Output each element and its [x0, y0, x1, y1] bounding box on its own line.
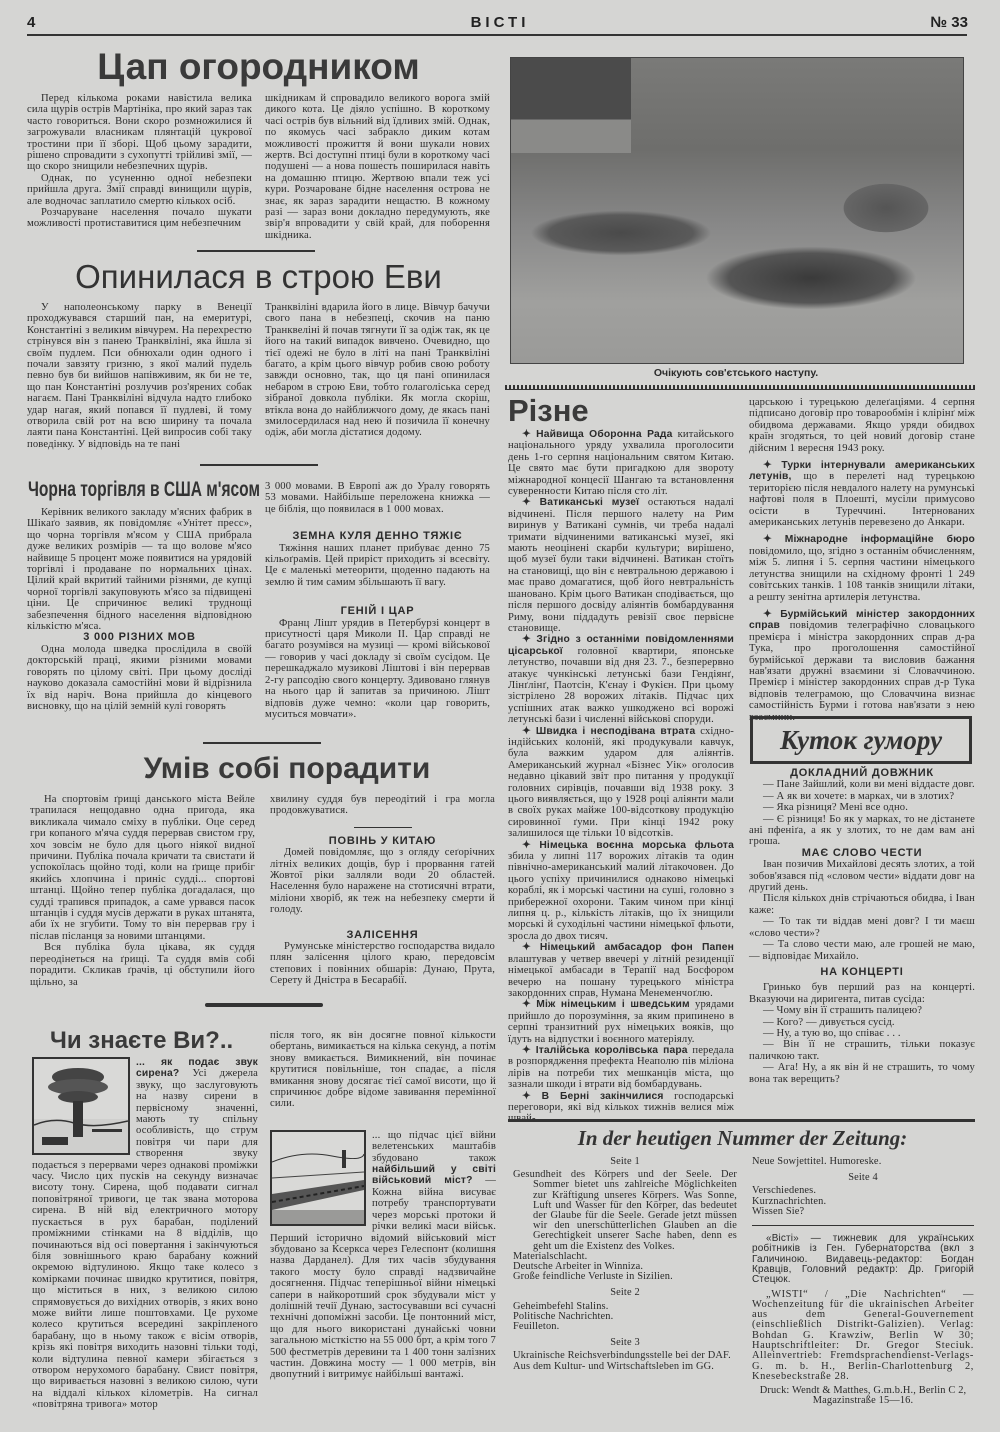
imprint: [752, 1234, 974, 1407]
humor-title: НА КОНЦЕРТІ: [820, 965, 904, 978]
news-item-lead: Між німецьким і шведським: [536, 999, 690, 1011]
humor-corner-title: Куток гумору: [750, 716, 972, 764]
news-item-lead: Міжнародне інформаційне бюро: [784, 534, 975, 546]
news-item-text: урядами прийшло до порозуміння, за яким припинено в серпні транзитний рух німецьких вояків, що їдуть на відпустки і воєнного матеріялу.: [508, 999, 735, 1045]
news-item: ✦ Німецький амбасадор фон Папен влаштував у четвер ввечері у літній резиденції німецької амбасади в Терапії над Босфором вечерю на пошану турецького міністра закордонних справ, Нумана Менеменчоґлю.: [508, 942, 734, 999]
paragraph: 3 000 мовами. В Европі аж до Уралу говорять 53 мовами. Найбільше переложена книжка — це біблія, що появилася в 1 000 мовах.: [265, 481, 490, 515]
news-item-lead: В Берні закінчилися: [541, 1090, 664, 1102]
seite-label: Seite 4: [848, 1172, 878, 1184]
seite-label: Seite 3: [610, 1337, 640, 1349]
subheading-earth: ЗЕМНА КУЛЯ ДЕННО ТЯЖІЄ: [292, 530, 463, 543]
paragraph: Керівник великого закладу м'ясних фабрик в Шікаґо заявив, як повідомляє «Унітет пресс», що чорна торгівля м'ясом у США прибрала дуже великих розмірів — та що волове м'ясо найвище 5 процент може появитися на урядовій торгівлі і продаване по нормальних цінах. Цілий край вкритий тайними різнями, де купці чорної торгівлі закуповують м'ясо за підвищені ціни. Це спричинює великі труднощі забезпечення бідного населення відповідною кількістю м'яса.: [27, 507, 252, 633]
bridge-icon: [272, 1132, 364, 1224]
misc-col2: [749, 397, 975, 723]
news-item-lead: Німецький амбасадор фон Папен: [539, 942, 734, 954]
newspaper-title: ВІСТІ: [470, 14, 530, 31]
contents-item: Kurznachrichten.: [752, 1195, 827, 1207]
humor-line: — Ну, а тую во, що співає . . .: [763, 1027, 901, 1039]
news-item-lead: Ватиканські музеї: [539, 497, 640, 509]
paragraph: Румунське міністерство господарства видало плян залісення цілого краю, передовсім степових і повінних обшарів: Дунаю, Прута, Серету й Дністра в Бесарабії.: [270, 941, 495, 987]
headline-goat: Цап огородником: [97, 46, 420, 87]
paragraph: Однак, по усуненню одної небезпеки прийшла друга. Змії справді винищили щурів, але водночас заплатило смертю кількох осіб.: [27, 172, 252, 207]
headline-meat: Чорна торгівля в США м'ясом: [28, 478, 260, 501]
article-eve-col1: [27, 302, 252, 450]
divider: [197, 250, 315, 252]
contents-item: Feuilleton.: [513, 1321, 560, 1333]
humor-line: — Яка різниця? Мені все одно.: [763, 802, 909, 814]
siren-icon: [34, 1059, 128, 1153]
news-item-text: передала в розпорядження префекта Неаполю пів міліона лірів на потреби тих мешканців міста, що зазнали шкоди і втрати від бомбардувань.: [508, 1044, 734, 1091]
did-you-know-col1: [32, 1057, 258, 1411]
section-rule: [508, 1119, 975, 1122]
wavy-divider: [505, 385, 975, 390]
article-eve-col2: [265, 302, 490, 439]
paragraph: Перед кількома роками навістила велика сила щурів острів Мартініка, про який зараз так часто говориться. Вони скоро розмножилися й загрожували власникам плянтацій цукрової тростини при її зборі. Щоб цьому зарадити, рішено спровадити з сухопутті трійливі змії, — що скоро знищили небезпечних щурів.: [27, 93, 252, 173]
siren-illustration: [32, 1057, 130, 1155]
contents-item: Politische Nachrichten.: [513, 1310, 614, 1322]
news-item: ✦ В Берні закінчилися господарські переговори, які від кількох тижнів велися між: [508, 1091, 734, 1125]
subheading-languages: 3 000 РІЗНИХ МОВ: [83, 631, 196, 644]
article-goat-col2: [265, 93, 490, 241]
issue-number: № 33: [930, 14, 968, 31]
bridge-illustration: [270, 1130, 366, 1226]
subheading-genius: ГЕНІЙ І ЦАР: [340, 605, 415, 618]
news-item-lead: Найвища Оборонна Рада: [536, 429, 673, 440]
divider: [205, 1003, 323, 1007]
contents-item: Neue Sowjettitel. Humoreske.: [752, 1156, 882, 1167]
news-item: ✦ Німецька воєнна морська фльота збила у липні 117 ворожих літаків та один північно-американський малий літакочовен. До цього успіху причинилися однаково німецькі кораблі, як і морські частини на суші, головно з прибережної охорони. Таким чином при кінці липня ц. р., кількість літаків, що їх знищили морські й суходільні частини німецької фльоти, зросла до двох тисяч.: [508, 839, 734, 942]
news-item-lead: Італійська королівська пара: [535, 1044, 688, 1056]
news-item-continuation: царською і турецькою делеґаціями. 4 серпня підписано договір про товарообмін і клірінґ між обидвома державами. Якщо уряди обидвох країн згодяться, то цей новий договір стане дійсним 1 вересня 1943 року.: [749, 397, 975, 454]
paragraph: На спортовім ґрищі данського міста Вейле трапилася нещодавно одна пригода, яка викликала чимало сміху в публіки. Оце серед гри копаного м'яча суддя перервав свистом гру, хоч зовсім не було для цього ніякої видної причини. Публіка почала кричати та свистати й успокоїлась щойно тоді, коли на ґрище прибіг якийсь хлопчина і приніс судді... спортові штанці. Щойно тепер публіка догадалася, що судді трапився припадок, а саме урвався пасок штанців і суддя мусів держати в руках штанята, аби їх не згубити. Тому то він перервав гру і післав післанця за новими штанцями.: [30, 794, 255, 942]
contents-item: Gesundheit des Körpers und der Seele. Der Sommer bietet uns zahlreiche Möglichkeiten zur Kräftigung unseres Körpers. Was Sonne, Luft und Wasser für den Körper, das bedeutet der Glaube für die Seele. Gerade jetzt müssen wir den unerschütterlichen Glauben an die Gerechtigkeit unserer Sache haben, denn es geht um die Existenz des Volkes.: [513, 1169, 737, 1252]
paragraph: Усі джерела звуку, що заслуговують на назву сирени в первісному значенні, мають ту спільну особливість, що струм повітря чи пари для створення звуку подається з перервами через однакові проміжки часу. Число цих пусків на секунду визначає висоту тону. Сирена, щоб подавати сигнал поповітряної тривоги, це так звана моторова сирена. В ній від електричного мотору пускається в рух барабан, поділений проміжними стінками на 8 відділів, що починаються від осі повертання і закінчуються біля зовнішнього краю барабану кожний окремою відтулиною. Якщо таке колесо з комірками починає швидко крутитися, повітря, що міститься в них, з великою силою спрямовується до вихідних отворів, з яких воно може вийти лише поштовхами. Це рухоме колесо крутиться всередині закріпленого барабану, що в ньому також є вісім отворів, крізь які повітря виходить назовні тільки тоді, коли відтулина певної камери збігається з отвором нерухомого барабану. Свист повітря, що виривається назовні з великою силою, чути на віддалі кількох кілометрів. На сигнал «повітряна тривога» мотор: [32, 1068, 258, 1411]
paragraph: після того, як він досягне повної кількости обертань, вимикається на кілька секунд, а потім знову вмикається. Вимикнений, він починає крутитися повільніше, тон спадає, а після вмикання знову досягає тієї самої висоти, що й спричинює добре відоме завивання перемінної сили.: [270, 1030, 496, 1110]
humor-line: — То так ти віддав мені довг? І ти маєш «слово чести»?: [749, 916, 975, 939]
contents-item: Verschiedenes.: [752, 1185, 817, 1197]
news-item: ✦ Найвища Оборонна Рада китайського національного уряду ухвалила проголосити день 1-го серпня національним святом Китаю. Це свято має бути пригадкою для звороту міжнародної концесії Шангаю та встановлення суверенности Китаю після сто літ.: [508, 429, 734, 498]
news-item-text: збила у липні 117 ворожих літаків та один північно-американський малий літакочовен. До цього успіху причинилися однаково німецькі кораблі, як і морські частини на суші, головно з прибережної охорони. Таким чином при кінці липня ц. р., кількість літаків, що їх знищили морські й суходільні частини німецької фльоти, зросла до двох тисяч.: [508, 851, 734, 942]
article-referee-col2: [270, 794, 495, 987]
seite-label: Seite 1: [610, 1156, 640, 1167]
humor-line: Після кількох днів стрічаються обидва, і Іван каже:: [749, 893, 975, 916]
divider: [354, 827, 412, 828]
humor-line: — А як ви хочете: в марках, чи в злотих?: [763, 790, 955, 802]
humor-line: Іван позичив Михайлові десять злотих, а той зобов'язався під «словом чести» віддати довг на другий день.: [749, 859, 975, 894]
contents-item: Geheimbefehl Stalins.: [513, 1300, 609, 1312]
german-contents-col2: [752, 1157, 974, 1411]
misc-col1: [508, 429, 734, 1125]
headline-did-you-know: Чи знаєте Ви?..: [50, 1027, 234, 1054]
paragraph: хвилину суддя був переодітий і гра могла продовжуватися.: [270, 794, 495, 817]
contents-item: Materialschlacht.: [513, 1250, 588, 1262]
imprint-german: „WISTI“ / „Die Nachrichten“ — Wochenzeitung für die ukrainischen Arbeiter aus dem General-Gouvernement (einschließlich Distrikt-Galizien). Verlag: Bohdan G. Krawziw, Berlin W 30; Hauptschriftleiter: Dr. Gregor Steciuk. Alleinvertrieb: Fremdsprachendienst-Verlags-G. m. b. H., Berlin-Charlottenburg 2, Knesebeckstraße 28.: [752, 1288, 974, 1382]
did-you-know-col2: [270, 1030, 496, 1381]
humor-content: [749, 768, 975, 1085]
paragraph: Транквіліні вдарила його в лице. Вівчур бачучи свого пана в небезпеці, скочив на паню Транквеліні й почав тягнути її за одіж так, як це його на такий випадок вивчено. Очевидно, що тієї одежі не було в літі на пані Транквіліні багато, а крім цього вівчур робив свою роботу завжди основно, так, що ця пані опинилася небаром в строю Еви, тобто голаголіська серед зібраної довкола публіки. Як могла скоріш, втікла вона до найближчого дому, де якась пані змилосердилася над нею й позичила її конечну одіж, аби могла дістатися додому.: [265, 302, 490, 439]
article-referee-col1: [30, 794, 255, 988]
paragraph: Домей повідомляє, що з огляду сеґорічних літніх великих дощів, бур і прорвання гатей Жовтої ріки залляли води 20 областей. Населення було наражене на стотисячні втрати, міліони хворіб, як теж на небезпеку смерти й голоду.: [270, 847, 495, 916]
humor-line: — Пане Зайшлий, коли ви мені віддасте довг.: [763, 779, 975, 791]
news-item: ✦ Швидка і несподівана втрата східно-індійських колоній, які продукували кавчук, була важким ударом для аліянтів. Американський журнал «Бізнес Уік» оголосив недавно цікавий звіт про питання у продукції головних сирівців, почавши від 1938 року. З цього виявляється, що у 1928 році аліянти мали в своїх руках майже 100-відсоткову продукцію сировинної ґуми. При кінці 1942 року залишилося ще тільки 10 відсотків.: [508, 725, 734, 840]
german-contents-col1: [513, 1157, 737, 1372]
news-item-lead: Німецька воєнна морська фльота: [539, 839, 734, 851]
article-meat-col1: [27, 507, 252, 712]
article-meat-col2: [265, 481, 490, 720]
news-item: ✦ Між німецьким і шведським урядами прийшло до порозуміння, за яким припинено в серпні транзитний рух німецьких вояків, що їдуть на відпустки і воєнного матеріялу.: [508, 999, 735, 1045]
imprint-druck: Druck: Wendt & Matthes, G.m.b.H., Berlin C 2, Magazinstraße 15—16.: [759, 1385, 967, 1407]
news-item-lead: Турки інтернували американських летунів,: [749, 460, 975, 483]
paragraph: — Кожна війна висуває потребу транспортувати через морські протоки й річки великі маси військ. Перший історично відомий військовий міст збудовано за Ксеркса через Гелеспонт (колишня назва Дарданел). Для тих часів збудування такого мосту було справді надзвичайне досягнення. Підчас теперішньої війни німецькі сапери в найкоротший срок збудували міст у долішній течії Дунаю, застосувавши всі сучасні технічні допоміжні засоби. Це понтонний міст, що для нього використані дунайські човни загальною місткістю на 55 000 брт, а крім того 7 500 фестметрів деревини та 1 400 тонн залізних частин. Довжина мосту — 1 000 метрів, він двопутний і витримує найбільші вантажі.: [270, 1175, 496, 1381]
photo-house: [511, 58, 631, 153]
paragraph: шкідникам й спровадило великого ворога змій дикого кота. Це діяло успішно. В короткому часі острів був вільний від їдливих змій. Однак, по якомусь часі забракло диким котам можливості прожиття й вони шукали нових жертв. Всі доступні птиці були в короткому часі подушені — а нова пошесть поширилася навіть на домашню птицю. Жертвою впали теж усі кури. Розчароване бідне населення острова не знає, як зараз зарадити нещастю. В кожному разі — зараз вони докладно передумують, яке звір'я впровадити у свій край, для поборення шкідника.: [265, 93, 490, 241]
divider: [203, 742, 321, 744]
humor-line: — Ага! Ну, а як він й не страшить, то чому вона так верещить?: [749, 1062, 975, 1085]
headline-eve: Опинилася в строю Еви: [75, 258, 442, 295]
paragraph: У наполеонському парку в Венеції проходжувався старший пан, на емеритурі, Константіні з великим вівчурем. На перехрестю стрінувся він з панею Транквіліні, яка йшла зі своїм пудлем. Пси обнюхали один одного і почали завзяту гризню, з якої малий пудель певно був би вийшов напівживим, як би не те, що пан Константіні розлучив роз'ярених собак нагаєм. Пані Транквіліні відчула надто глибоко удар нагая, який попався її пудлеві, й тому отворила свій рот на всю ширину та почала лаяти пана Константіні. Цей випросив собі таку поведінку. У відповідь на те пані: [27, 302, 252, 450]
siren-question: ... як подає звук сирена?: [136, 1057, 258, 1080]
humor-line: — Чому він її страшить палицею?: [763, 1005, 923, 1017]
humor-line: — Є різниця! Бо як у марках, то не дістанете ані пфеніґа, а як у злотих, то не дам вам ані гроша.: [749, 813, 975, 848]
humor-title: ДОКЛАДНИЙ ДОВЖНИК: [790, 767, 934, 779]
news-item-lead: Згідно з останніми повідомленнями цісарської: [508, 634, 734, 657]
contents-item: Deutsche Arbeiter in Winniza.: [513, 1261, 644, 1273]
headline-referee: Умів собі порадити: [143, 752, 431, 785]
news-item: ✦ Італійська королівська пара передала в розпорядження префекта Неаполю пів міліона лірів на потреби тих мешканців міста, що зазнали шкоди і втрати від бомбардувань.: [508, 1044, 734, 1091]
bridge-question: ... що підчас цієї війни велетенських маштабів збудовано також: [372, 1129, 496, 1164]
news-item-text: східно-індійських колоній, які продукували кавчук, була важким ударом для аліянтів. Американський журнал «Бізнес Уік» оголосив недавно цікавий звіт про питання у продукції головних сирівців, почавши від 1938 року. З цього виявляється, що у 1928 році аліянти мали в своїх руках майже 100-відсоткову продукцію сировинної ґуми. При кінці 1942 року залишилося ще тільки 10 відсотків.: [508, 725, 734, 840]
paragraph: Вся публіка була цікава, як суддя переодінеться на ґрищі. Та суддя вмів собі порадити. Скликав ґрачів, ці обступили його щільно, за: [30, 942, 255, 988]
news-item-text: остаються надалі відчинені. Після першого налету на Рим виринув у Ватикані сумнів, чи треба надалі тримати відчиненими ватиканські музеї, які мають неоцінені скарби культури; вирішено, щоб музеї були таки відчинені. Ватикан стоїть на становищі, що він є невтральною державою і має право домагатися, щоб його невтральність шановано. Крім цього Ватикан сподівається, що після першого досвіду аліянтів бомбардування Риму, вони піддадуть ревізії своє первісне становище.: [508, 497, 735, 634]
paragraph: Одна молода шведка прослідила в своїй докторській праці, якими різними мовами говорять по цілому світі. При цьому досліді науково доказала самостійні мови й відрізнила їх від наріч. Вона прийшла до кінцевого висновку, що на цілій земній кулі говорять: [27, 643, 252, 712]
contents-item: Aus dem Kultur- und Wirtschaftsleben im GG.: [513, 1360, 714, 1372]
contents-item: Große feindliche Verluste in Sizilien.: [513, 1271, 673, 1283]
news-item-lead: Бурмійський міністер закордонних справ: [749, 608, 975, 632]
humor-line: — Кого? — дивується сусід.: [763, 1016, 895, 1028]
news-item-text: господарські переговори, які від кількох тижнів велися між: [508, 1090, 734, 1113]
seite-label: Seite 2: [610, 1287, 640, 1299]
news-item-text: головної квартири, японське летунство, почавши від дня 23. 7., безперервно атакує чункінські летунські бази Гендіянґ, Лінґлінґ, Паотсін, К'єнау і Фукієн. При цьому зістрілено 28 ворожих літаків. Підчас цих успішних атак важко ушкоджено всі ворожі летунські бази і численні військові споруди.: [508, 645, 734, 726]
news-item-text: повідомило, що, згідно з останнім обчисленням, між 5. липня і 5. серпня частини німецького летунства знищили на східному фронті 1 249 совітських танків. 1 108 танків знищили літаки, а решту зенітна артилерія летунства.: [749, 545, 975, 603]
german-contents-title: In der heutigen Nummer der Zeitung:: [577, 1126, 908, 1150]
bridge-question-bold: найбільший у світі військовий міст?: [372, 1164, 496, 1187]
news-item: ✦ Міжнародне інформаційне бюро повідомило, що, згідно з останнім обчисленням, між 5. липня і 5. серпня частини німецького летунства знищили на східному фронті 1 249 совітських танків. 1 108 танків знищили літаки, а решту зенітна артилерія летунства.: [749, 534, 975, 603]
news-item: ✦ Ватиканські музеї остаються надалі відчинені. Після першого налету на Рим виринув у Ватикані сумнів, чи треба надалі тримати відчиненими ватиканські музеї, які мають неоцінені скарби культури; вирішено, щоб музеї були таки відчинені. Ватикан стоїть на становищі, що він є невтральною державою і має право домагатися, щоб його невтральність шановано. Крім цього Ватикан сподівається, що після першого досвіду аліянтів бомбардування Риму, вони піддадуть ревізії своє первісне становище.: [508, 497, 735, 634]
news-item-text: влаштував у четвер ввечері у літній резиденції німецької амбасади в Терапії над Босфором вечерю на пошану турецького міністра закордонних справ, Нумана Менеменчоґлю.: [508, 953, 734, 999]
news-item-lead: Швидка і несподівана втрата: [535, 725, 696, 737]
photo-caption: Очікують сов'єтського наступу.: [653, 367, 819, 379]
subheading-forest: ЗАЛІСЕННЯ: [346, 928, 419, 941]
news-item: ✦ Бурмійський міністер закордонних справ повідомив телеграфічно словацького премієра і міністра закордонних справ д-ра Тука, про проголошення самостійної бурмійської держави та висловив бажання нав'язати дружні взаємини зі Словаччиною. Премієр і міністер закордонних справ д-р Тука відповів телеграмою, що Словаччина визнає самостійність Бурми і готова нав'язати з нею взаємини.: [749, 608, 975, 723]
news-item-text: повідомив телеграфічно словацького премієра і міністра закордонних справ д-ра Тука, про проголошення самостійної бурмійської держави та висловив бажання нав'язати дружні взаємини зі Словаччиною. Премієр і міністер закордонних справ д-р Тука відповів телеграмою, що Словаччина визнає самостійність Бурми і готова нав'язати з нею взаємини.: [749, 620, 975, 723]
divider: [752, 1225, 974, 1226]
humor-line: — Він її не страшить, тільки показує паличкою такт.: [749, 1039, 975, 1062]
page-number: 4: [27, 14, 36, 31]
news-item-text: китайського національного уряду ухвалила проголосити день 1-го серпня національним святом Китаю. Це свято має бути пригадкою для звороту міжнародної концесії Шангаю та встановлення суверенности Китаю після сто літ.: [508, 429, 734, 498]
article-goat-col1: [27, 93, 252, 230]
news-photo-soldiers: [510, 57, 964, 364]
divider: [200, 464, 318, 466]
humor-line: Гринько був перший раз на концерті. Вказуючи на диригента, питав сусіда:: [749, 982, 975, 1005]
humor-title: МАЄ СЛОВО ЧЕСТИ: [801, 846, 923, 859]
paragraph: Розчаруване населення почало шукати можливості протиставитися цим небезпечним: [27, 207, 252, 230]
contents-item: Wissen Sie?: [752, 1205, 805, 1217]
headline-misc: Різне: [508, 393, 589, 428]
news-item: ✦ Згідно з останніми повідомленнями цісарської головної квартири, японське летунство, почавши від дня 23. 7., безперервно атакує чункінські летунські бази Гендіянґ, Лінґлінґ, Паотсін, К'єнау і Фукієн. При цьому зістрілено 28 ворожих літаків. Підчас цих успішних атак важко ушкоджено всі ворожі летунські бази і численні військові споруди.: [508, 634, 734, 726]
contents-item: Ukrainische Reichsverbindungsstelle bei der DAF.: [513, 1350, 731, 1362]
humor-line: — Та слово чести маю, але грошей не маю, — відповідає Михайло.: [749, 939, 975, 962]
paragraph: Франц Лішт урядив в Петербурзі концерт в присутності царя Миколи II. Цар справді не багато розумівся на музиці — кромі військової — говорив у часі докладу зі своїм сусідом. Це перешкаджало музикові Ліштові і він перервав 2-гу рапсодію свого концерту. Здивовано глянув на нього цар й запитав за причиною. Лішт відповів дуже чемно: «коли цар говорить, муситься мовчати».: [265, 617, 490, 720]
header-rule: [27, 34, 967, 36]
news-item-text: що в перелеті над турецькою територією після невдалого налету на румунські нафтові поля в Плоешті, мусіли примусово осісти в Туреччині. Інтернованих американських летунів перевезено до Анкари.: [749, 471, 975, 529]
news-item: ✦ Турки інтернували американських летунів, що в перелеті над турецькою територією після невдалого налету на румунські нафтові поля в Плоешті, мусіли примусово осісти в Туреччині. Інтернованих американських летунів перевезено до Анкари.: [749, 460, 975, 529]
subheading-flood: ПОВІНЬ У КИТАЮ: [328, 834, 437, 847]
paragraph: Тяжіння наших планет прибуває денно 75 кільоґрамів. Цей приріст приходить зі всесвіту. Це є маленькі метеорити, щоденно падають на землю й тим самим збільшають її вагу.: [265, 542, 490, 588]
imprint-ukrainian: «Вісті» — тижневик для українських робітників із Ген. Губернаторства (вкл з Галичиною. Видавець-редактор: Богдан Кравців, Головний редактр: Др. Григорій Стецюк.: [752, 1233, 974, 1286]
